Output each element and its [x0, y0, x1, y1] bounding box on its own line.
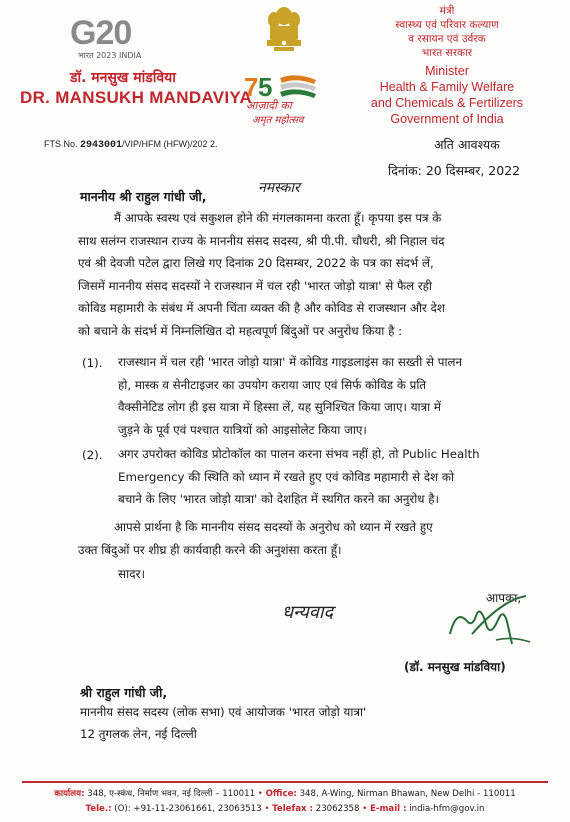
point-2-text	[118, 443, 534, 511]
letter-date: दिनांक: 20 दिसम्बर, 2022	[388, 163, 521, 178]
paragraph-line: एवं श्री देवजी पटेल द्वारा लिखे गए दिनांक 20 दिसम्बर, 2022 के पत्र का संदर्भ लें,	[78, 256, 434, 270]
addressee-name: श्री राहुल गांधी जी,	[80, 685, 168, 700]
salutation: माननीय श्री राहुल गांधी जी,	[80, 189, 207, 204]
office-en: 348, A-Wing, Nirman Bhawan, New Delhi - 110011	[299, 789, 516, 799]
title-english-4: Government of India	[390, 112, 504, 126]
fts-prefix: FTS No.	[44, 139, 78, 149]
addressee-designation: माननीय संसद सदस्य (लोक सभा) एवं आयोजक 'भारत जोड़ो यात्रा'	[80, 705, 367, 719]
point-line: जुड़ने के पूर्व एवं पश्चात यात्रियों को आइसोलेट किया जाए।	[118, 422, 367, 437]
paragraph-line: उक्त बिंदुओं पर शीघ्र ही कार्यवाही करने की अनुशंसा करता हूँ।	[78, 542, 342, 557]
point-line: अगर उपरोक्त कोविड प्रोटोकॉल का पालन करना संभव नहीं हो, तो Public Health	[118, 447, 480, 461]
signature-icon	[442, 590, 534, 652]
title-hindi-3: व रसायन एवं उर्वरक	[408, 33, 486, 45]
signatory-name: (डॉ. मनसुख मांडविया)	[404, 660, 506, 674]
bullet: •	[257, 789, 263, 799]
handwritten-greeting: नमस्कार	[258, 180, 300, 196]
office-en-label: Office:	[265, 789, 297, 799]
minister-name-hindi: डॉ. मनसुख मांडविया	[70, 70, 176, 86]
footer-divider	[22, 781, 548, 783]
paragraph-line: कोविड महामारी के संबंध में अपनी चिंता व्यक्त की है और कोविड से राजस्थान और देश	[78, 301, 445, 315]
fts-number: 2943001	[80, 140, 123, 151]
title-hindi-2: स्वास्थ्य एवं परिवार कल्याण	[395, 19, 499, 31]
handwritten-thanks: धन्यवाद	[282, 602, 334, 623]
svg-text:7: 7	[244, 72, 259, 102]
telefax-number: 23062358	[315, 804, 360, 814]
tele-number: (O): +91-11-23061661, 23063513	[114, 804, 262, 814]
telefax-label: Telefax :	[272, 804, 313, 814]
fts-suffix: /VIP/HFM (HFW)/202 2.	[122, 139, 218, 149]
email-address: india-hfm@gov.in	[409, 804, 485, 814]
g20-logo: G20	[70, 14, 132, 52]
national-emblem-icon	[262, 4, 306, 58]
point-line: वैक्सीनेटिड लोग ही इस यात्रा में हिस्सा लें, यह सुनिश्चित किया जाए। यात्रा में	[118, 400, 441, 414]
email-label: E-mail :	[370, 804, 407, 814]
body-paragraph-1	[78, 207, 538, 342]
fts-reference	[44, 139, 218, 151]
addressee-address: 12 तुगलक लेन, नई दिल्ली	[80, 727, 197, 741]
title-english-1: Minister	[425, 64, 469, 78]
point-number-1: (1).	[82, 356, 103, 370]
point-line: Emergency की स्थिति को ध्यान में रखते हुए एवं कोविड महामारी से देश को	[118, 469, 455, 484]
point-1-text	[118, 351, 534, 441]
azadi-line-2: अमृत महोत्सव	[252, 115, 304, 126]
point-line: राजस्थान में चल रही 'भारत जोड़ो यात्रा' में कोविड गाइडलाइंस का सख्ती से पालन	[118, 355, 463, 369]
office-hindi: 348, ए-स्कंध, निर्माण भवन, नई दिल्ली – 110011	[87, 789, 256, 799]
svg-text:5: 5	[258, 72, 273, 102]
title-english-2: Health & Family Welfare	[379, 80, 515, 94]
point-line: हो, मास्क व सेनीटाइजर का उपयोग कराया जाए एवं सिर्फ कोविड के प्रति	[118, 377, 427, 392]
tele-label: Tele.:	[85, 804, 112, 814]
point-line: बचाने के लिए 'भारत जोड़ो यात्रा' को देशहित में स्थगित करने का अनुरोध है।	[118, 492, 440, 506]
body-paragraph-2	[78, 516, 538, 561]
closing: सादर।	[118, 567, 146, 581]
title-english-3: and Chemicals & Fertilizers	[370, 96, 524, 110]
g20-logo-subtitle: भारत 2023 INDIA	[78, 51, 142, 60]
minister-name-english: DR. MANSUKH MANDAVIYA	[20, 88, 253, 107]
bullet: •	[362, 804, 368, 814]
urgency-label: अति आवश्यक	[434, 137, 500, 152]
paragraph-line: जिसमें माननीय संसद सदस्यों ने राजस्थान में चल रही 'भारत जोड़ो यात्रा' से फैल रही	[78, 278, 432, 293]
title-hindi-4: भारत सरकार	[421, 47, 473, 59]
azadi-line-1: आज़ादी का	[246, 99, 292, 112]
paragraph-line: को बचाने के संदर्भ में निम्नलिखित दो महत्वपूर्ण बिंदुओं पर अनुरोध किया है :	[78, 323, 403, 338]
paragraph-line: साथ सलंग्न राजस्थान राज्य के माननीय संसद सदस्य, श्री पी.पी. चौधरी, श्री निहाल चंद	[78, 233, 445, 248]
point-number-2: (2).	[82, 448, 103, 462]
footer-contact-line	[22, 804, 548, 814]
paragraph-line: आपसे प्रार्थना है कि माननीय संसद सदस्यों के अनुरोध को ध्यान में रखते हुए	[114, 520, 433, 534]
paragraph-line: मैं आपके स्वस्थ एवं सकुशल होने की मंगलकामना करता हूँ। कृपया इस पत्र के	[114, 211, 442, 225]
office-hindi-label: कार्यालय:	[54, 789, 85, 799]
footer-office-line	[22, 787, 548, 799]
yours-sincerely: आपका,	[486, 591, 522, 605]
bullet: •	[264, 804, 270, 814]
title-hindi-1: मंत्री	[439, 5, 455, 17]
